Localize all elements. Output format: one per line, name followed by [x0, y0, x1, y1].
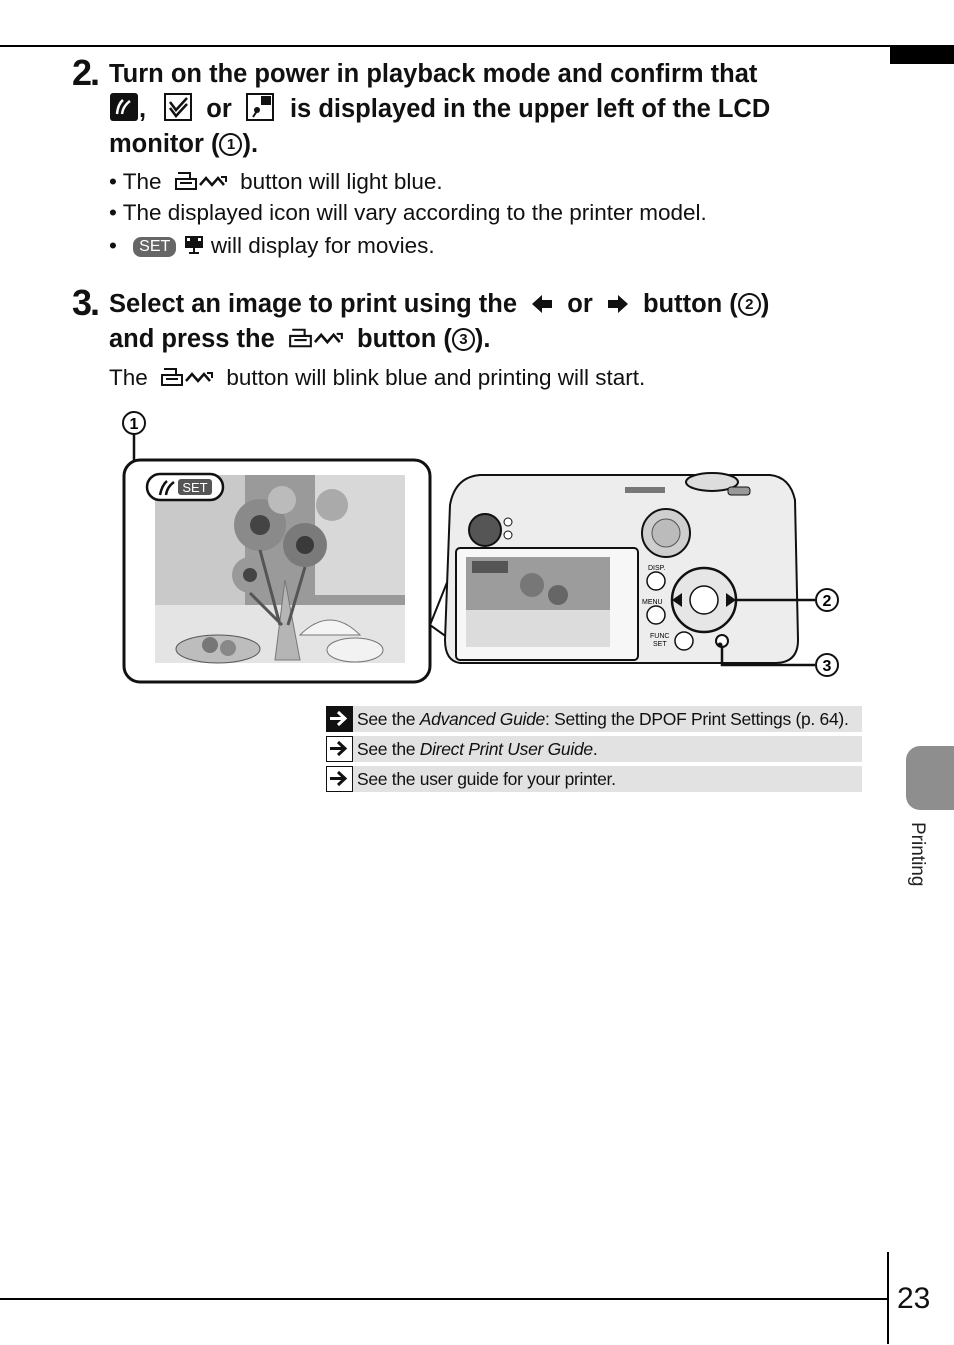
step-3-line-1: Select an image to print using the or button ( 2 ) — [109, 290, 770, 318]
reference-text-3: See the user guide for your printer. — [357, 769, 616, 789]
reference-text-2: See the Direct Print User Guide. — [357, 739, 598, 759]
step-2-line-2 — [109, 92, 889, 127]
top-rule — [0, 45, 890, 47]
page-number: 23 — [897, 1282, 931, 1315]
page-number-divider — [887, 1252, 889, 1344]
pictbridge-icon — [163, 92, 193, 122]
reference-arrow-icon — [326, 736, 353, 762]
reference-arrow-icon — [326, 706, 353, 732]
movie-icon — [183, 233, 205, 255]
step-2-line-1: Turn on the power in playback mode and confirm that — [109, 60, 758, 88]
section-tab — [906, 746, 954, 810]
step-2-heading — [109, 57, 889, 162]
reference-arrow-icon — [326, 766, 353, 792]
step-3-heading — [109, 287, 889, 357]
print-share-icon — [286, 325, 346, 351]
bullet-3: • SET will display for movies. — [109, 233, 435, 258]
step-2-line-2-tail: is displayed in the upper left of the LCD — [289, 95, 771, 123]
bullet-2: • The displayed icon will vary according to the printer model. — [109, 200, 707, 225]
bullet-1: • The button will light blue. — [109, 169, 443, 194]
func-set-label: SET — [653, 641, 667, 648]
step-2-line-3: monitor ( 1 ). — [109, 130, 259, 158]
reference-row-2 — [326, 736, 862, 762]
func-label: FUNC — [650, 633, 670, 640]
step-3-number: 3. — [72, 282, 99, 323]
camera-illustration — [100, 405, 860, 690]
print-share-icon — [172, 169, 230, 193]
canon-printer-icon — [245, 92, 275, 122]
comma: , — [139, 95, 147, 123]
callout-circle-3: 3 — [452, 328, 475, 351]
or-text: or — [206, 95, 232, 123]
top-rule-tab — [890, 45, 954, 64]
step-3-line-2: and press the button ( 3 ). — [109, 325, 491, 353]
reference-row-3 — [326, 766, 862, 792]
reference-row-1 — [326, 706, 862, 732]
reference-text-1: See the Advanced Guide: Setting the DPOF Print Settings (p. 64). — [357, 709, 849, 729]
menu-label: MENU — [642, 599, 663, 606]
callout-circle-2: 2 — [738, 293, 761, 316]
print-share-icon — [158, 365, 216, 389]
callout-3-label: 3 — [822, 658, 832, 675]
right-arrow-icon — [606, 293, 630, 315]
callout-1-label: 1 — [129, 416, 139, 433]
section-label: Printing — [907, 822, 928, 887]
bottom-rule — [0, 1298, 888, 1300]
step-2-number: 2. — [72, 52, 99, 93]
lcd-set-label: SET — [182, 480, 208, 495]
callout-circle-1: 1 — [219, 133, 242, 156]
set-badge: SET — [133, 237, 176, 257]
left-arrow-icon — [530, 293, 554, 315]
disp-label: DISP. — [648, 565, 666, 572]
callout-2-label: 2 — [822, 593, 832, 610]
step-3-body: The button will blink blue and printing will start. — [109, 365, 646, 390]
direct-print-icon — [109, 92, 139, 122]
